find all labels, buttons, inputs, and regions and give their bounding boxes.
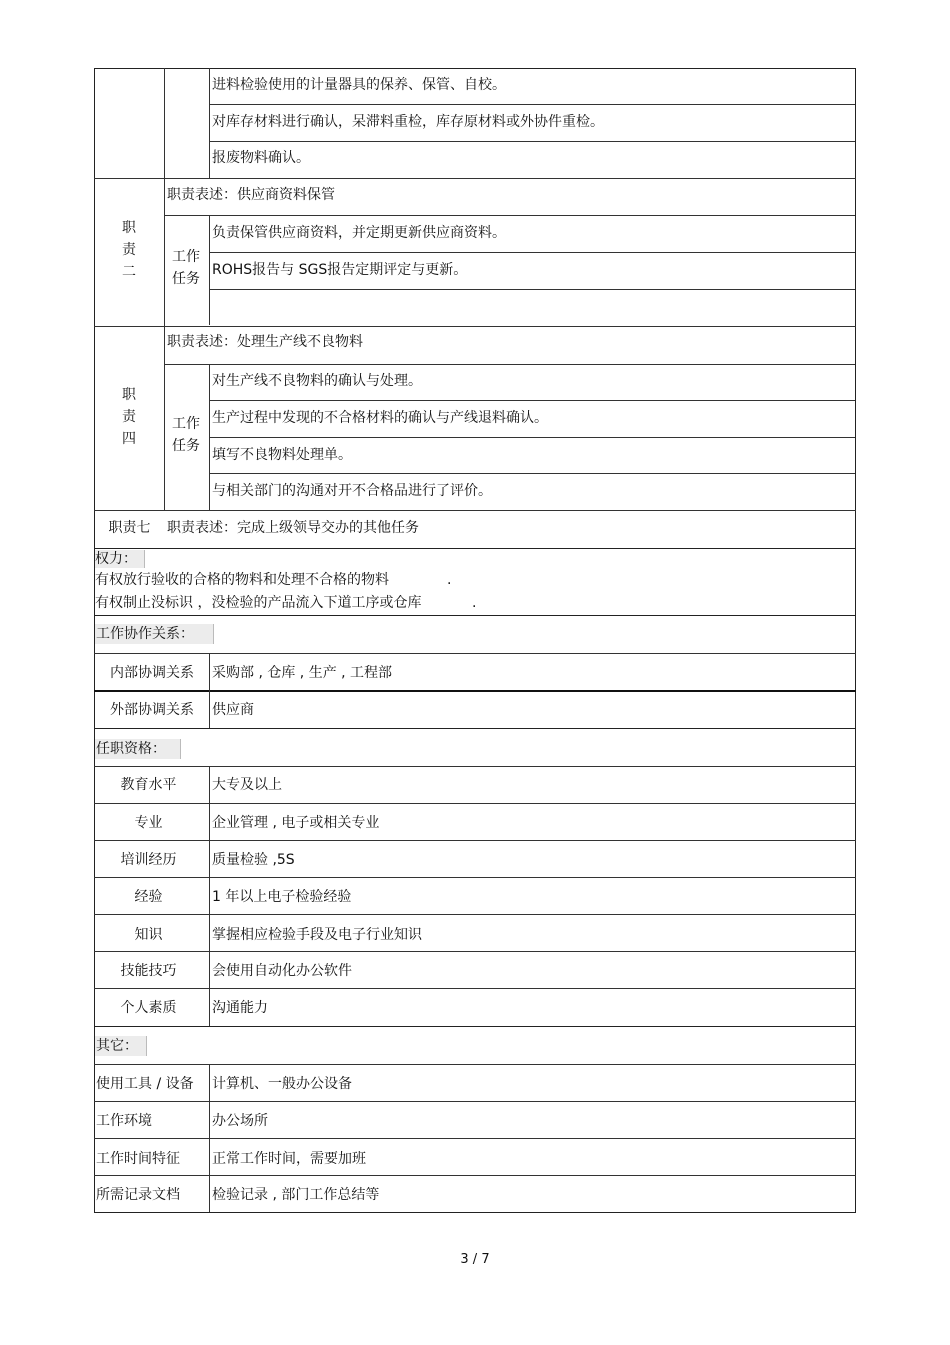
duty4-label: 职 责 四 — [122, 387, 136, 447]
qualification-key: 专业 — [134, 815, 163, 831]
duty2-task-label: 工作 任务 — [172, 249, 200, 287]
qualification-key: 个人素质 — [120, 1000, 177, 1016]
task-item: ROHS报告与 SGS报告定期评定与更新。 — [212, 262, 468, 278]
qualification-key: 知识 — [134, 927, 163, 943]
other-key: 所需记录文档 — [96, 1187, 180, 1203]
qualification-key: 技能技巧 — [120, 963, 177, 979]
qualification-key: 培训经历 — [120, 852, 177, 868]
other-key: 使用工具 / 设备 — [96, 1076, 194, 1092]
relation-key: 外部协调关系 — [110, 702, 194, 718]
other-value: 检验记录 , 部门工作总结等 — [212, 1187, 380, 1203]
page-number: 3 / 7 — [460, 1252, 490, 1267]
task-item: 与相关部门的沟通对开不合格品进行了评价。 — [212, 483, 492, 499]
task-item: 负责保管供应商资料，并定期更新供应商资料。 — [212, 225, 506, 241]
authority-line-dot: . — [447, 572, 452, 588]
other-value: 办公场所 — [212, 1113, 268, 1129]
other-key: 工作环境 — [96, 1113, 152, 1129]
other-title: 其它： — [96, 1038, 138, 1054]
duty4-task-label: 工作 任务 — [172, 416, 200, 454]
relation-value: 采购部 , 仓库 , 生产 , 工程部 — [212, 665, 393, 681]
task-item: 对库存材料进行确认，呆滞料重检，库存原材料或外协件重检。 — [212, 114, 604, 130]
other-value: 正常工作时间，需要加班 — [212, 1151, 366, 1167]
relations-title: 工作协作关系： — [96, 626, 194, 642]
qualification-value: 会使用自动化办公软件 — [212, 963, 352, 979]
authority-title: 权力： — [95, 551, 137, 567]
qualification-value: 1 年以上电子检验经验 — [212, 889, 352, 905]
duty2-label: 职 责 二 — [122, 220, 136, 280]
task-item: 报废物料确认。 — [212, 150, 310, 166]
qualification-value: 大专及以上 — [212, 777, 282, 793]
authority-line-dot: . — [472, 595, 477, 611]
qualification-value: 掌握相应检验手段及电子行业知识 — [212, 927, 422, 943]
qualification-value: 企业管理 , 电子或相关专业 — [212, 815, 380, 831]
qualification-value: 质量检验 ,5S — [212, 852, 295, 868]
relation-key: 内部协调关系 — [110, 665, 194, 681]
relation-value: 供应商 — [212, 702, 254, 718]
task-item: 生产过程中发现的不合格材料的确认与产线退料确认。 — [212, 410, 548, 426]
other-value: 计算机、一般办公设备 — [212, 1076, 352, 1092]
duty7-label: 职责七 — [108, 520, 151, 536]
qualification-value: 沟通能力 — [212, 1000, 268, 1016]
duty2-description: 职责表述：供应商资料保管 — [167, 187, 335, 203]
qualifications-title: 任职资格： — [96, 741, 166, 757]
duty4-description: 职责表述：处理生产线不良物料 — [167, 334, 363, 350]
task-item: 填写不良物料处理单。 — [212, 447, 352, 463]
task-item: 进料检验使用的计量器具的保养、保管、自校。 — [212, 77, 506, 93]
task-item: 对生产线不良物料的确认与处理。 — [212, 373, 422, 389]
other-key: 工作时间特征 — [96, 1151, 180, 1167]
qualification-key: 经验 — [134, 889, 163, 905]
authority-line: 有权制止没标识 ，没检验的产品流入下道工序或仓库 — [95, 595, 422, 611]
qualification-key: 教育水平 — [120, 777, 177, 793]
authority-line: 有权放行验收的合格的物料和处理不合格的物料 — [95, 572, 389, 588]
duty7-description: 职责表述：完成上级领导交办的其他任务 — [167, 520, 419, 536]
